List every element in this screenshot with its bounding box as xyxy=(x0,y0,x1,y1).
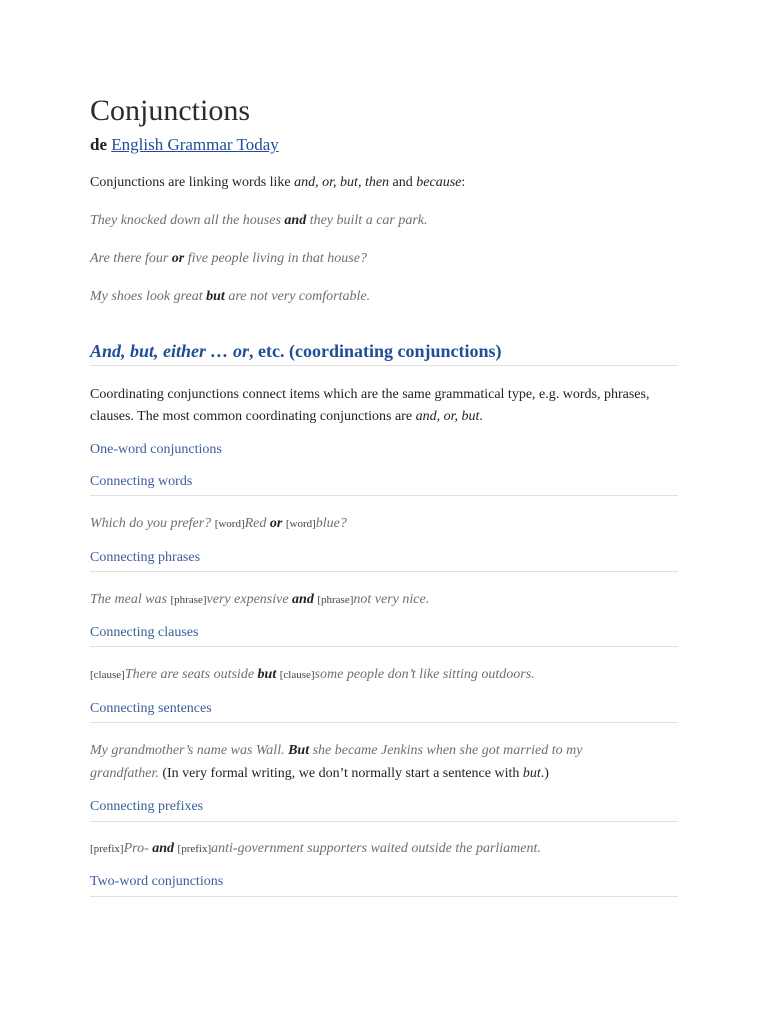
usage-note: (In very formal writing, we don’t normally start a sentence with but.) xyxy=(158,766,549,781)
link-connecting-sentences[interactable]: Connecting sentences xyxy=(90,701,212,716)
example-conjunction: and xyxy=(284,213,307,228)
grammar-tag: [prefix] xyxy=(90,843,124,855)
example-conjunction: or xyxy=(171,251,185,266)
intro-text: Conjunctions are linking words like and, or, but, then and because: xyxy=(90,175,466,190)
link-connecting-phrases[interactable]: Connecting phrases xyxy=(90,550,201,565)
page-title: Conjunctions xyxy=(90,94,251,127)
divider xyxy=(90,495,678,496)
divider xyxy=(90,646,678,647)
grammar-tag: [word] xyxy=(214,518,245,530)
grammar-tag: [clause] xyxy=(279,669,315,681)
example-words: Which do you prefer? [word]Red or [word]blue? xyxy=(90,516,347,531)
source-line xyxy=(90,134,279,156)
link-connecting-words[interactable]: Connecting words xyxy=(90,474,193,489)
section-heading: And, but, either … or, etc. (coordinating conjunctions) xyxy=(90,341,502,361)
divider xyxy=(90,896,678,897)
example-sentences-line1: My grandmother’s name was Wall. But she became Jenkins when she got married to my xyxy=(90,743,583,758)
divider xyxy=(90,571,678,572)
divider xyxy=(90,365,678,366)
example-phrases: The meal was [phrase]very expensive and [phrase]not very nice. xyxy=(90,592,430,607)
divider xyxy=(90,821,678,822)
example-sentence: Are there four or five people living in that house? xyxy=(90,251,367,266)
grammar-tag: [word] xyxy=(285,518,316,530)
source-prefix: de xyxy=(90,135,107,154)
example-sentence: They knocked down all the houses and they built a car park. xyxy=(90,213,428,228)
intro-examples-em: and, or, but, then xyxy=(294,175,390,190)
paragraph-em: and, or, but xyxy=(415,409,480,424)
divider xyxy=(90,722,678,723)
example-clauses: [clause]There are seats outside but [clause]some people don’t like sitting outdoors. xyxy=(90,667,535,682)
grammar-tag: [phrase] xyxy=(170,594,207,606)
source-link[interactable]: English Grammar Today xyxy=(111,135,279,154)
link-connecting-clauses[interactable]: Connecting clauses xyxy=(90,625,199,640)
section-paragraph: Coordinating conjunctions connect items which are the same grammatical type, e.g. words, phrases, clauses. The most common coordinating conjunctions are and, or, but. xyxy=(90,387,650,424)
grammar-tag: [prefix] xyxy=(177,843,212,855)
example-prefixes: [prefix]Pro- and [prefix]anti-government supporters waited outside the parliament. xyxy=(90,841,541,856)
example-sentences-line2: grandfather. (In very formal writing, we don’t normally start a sentence with but.) xyxy=(90,766,549,781)
link-two-word-conjunctions[interactable]: Two-word conjunctions xyxy=(90,874,224,889)
grammar-tag: [clause] xyxy=(90,669,125,681)
link-one-word-conjunctions[interactable]: One-word conjunctions xyxy=(90,442,222,457)
example-conjunction: but xyxy=(206,289,225,304)
intro-because-em: because xyxy=(416,175,462,190)
grammar-tag: [phrase] xyxy=(317,594,354,606)
link-connecting-prefixes[interactable]: Connecting prefixes xyxy=(90,799,204,814)
example-sentence: My shoes look great but are not very comfortable. xyxy=(90,289,371,304)
